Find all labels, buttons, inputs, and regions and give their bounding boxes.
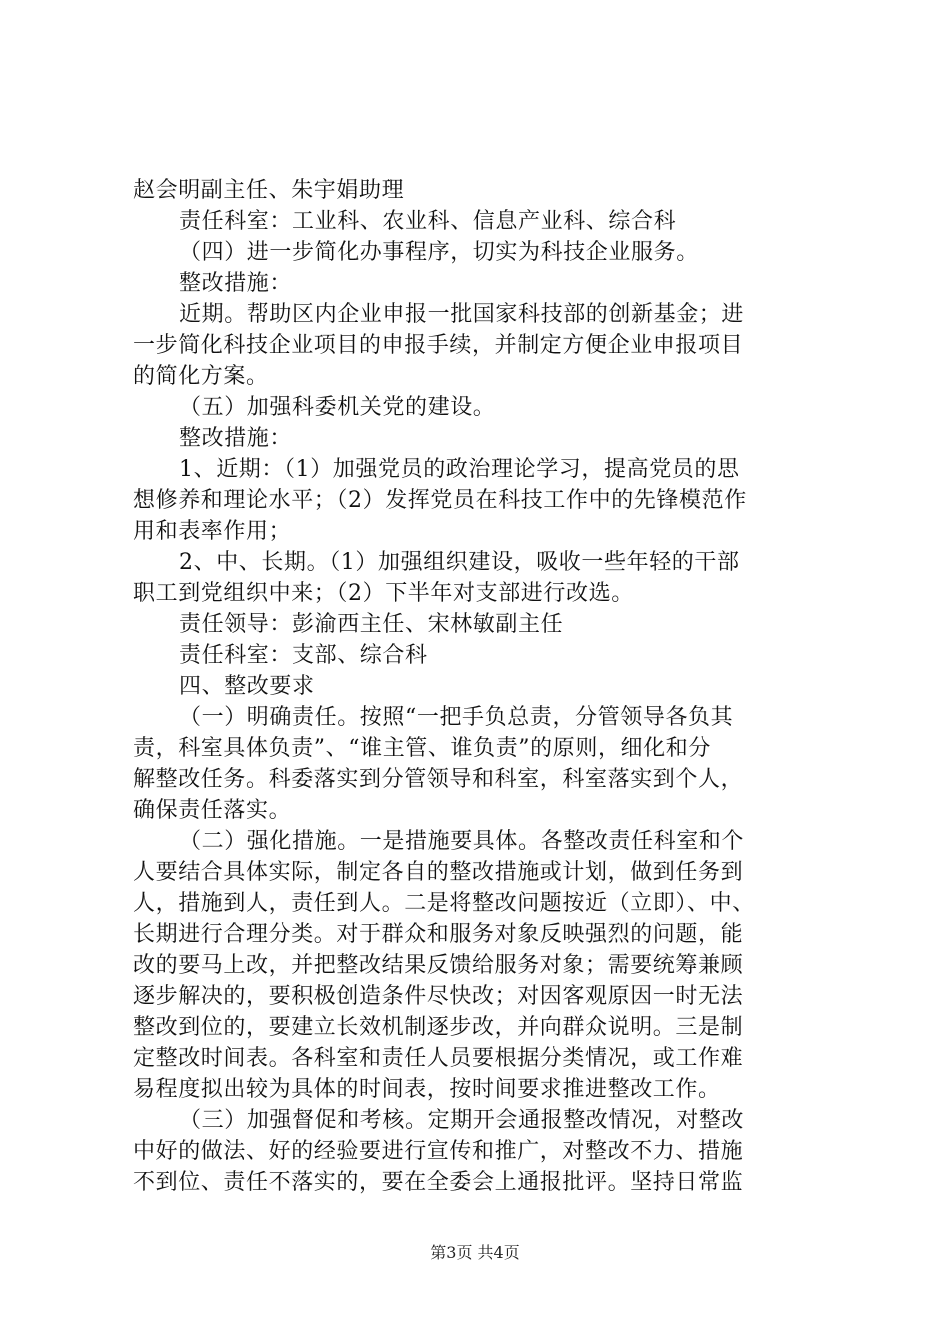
- document-line: 整改到位的，要建立长效机制逐步改，并向群众说明。三是制: [133, 1015, 744, 1040]
- document-line: 人，措施到人，责任到人。二是将整改问题按近（立即）、中、: [133, 891, 755, 916]
- document-line: 一步简化科技企业项目的申报手续，并制定方便企业申报项目: [133, 333, 744, 358]
- document-line: （四）进一步简化办事程序，切实为科技企业服务。: [179, 240, 699, 265]
- document-line: 不到位、责任不落实的，要在全委会上通报批评。坚持日常监: [133, 1170, 744, 1195]
- document-line: （五）加强科委机关党的建设。: [179, 395, 496, 420]
- document-line: 长期进行合理分类。对于群众和服务对象反映强烈的问题，能: [133, 922, 744, 947]
- document-line: 责任科室：支部、综合科: [179, 643, 428, 668]
- document-line: 四、整改要求: [179, 674, 315, 699]
- document-line: 的简化方案。: [133, 364, 269, 389]
- document-line: 职工到党组织中来；（2）下半年对支部进行改选。: [133, 581, 634, 606]
- document-line: 整改措施：: [179, 271, 293, 296]
- page-footer: 第3页 共4页: [430, 1243, 520, 1262]
- document-line: 用和表率作用；: [133, 519, 292, 544]
- document-line: 想修养和理论水平；（2）发挥党员在科技工作中的先锋模范作: [133, 488, 747, 513]
- document-body: [133, 175, 833, 1198]
- document-line: 中好的做法、好的经验要进行宣传和推广，对整改不力、措施: [133, 1139, 744, 1164]
- document-line: 责任科室：工业科、农业科、信息产业科、综合科: [179, 209, 677, 234]
- document-line: （一）明确责任。按照“一把手负总责，分管领导各负其: [179, 705, 734, 730]
- document-line: （三）加强督促和考核。定期开会通报整改情况，对整改: [179, 1108, 745, 1133]
- document-line: 1、近期：（1）加强党员的政治理论学习，提高党员的思: [179, 457, 740, 482]
- document-line: 确保责任落实。: [133, 798, 292, 823]
- document-line: 责任领导：彭渝西主任、宋林敏副主任: [179, 612, 564, 637]
- document-line: 整改措施：: [179, 426, 293, 451]
- document-line: 人要结合具体实际，制定各自的整改措施或计划，做到任务到: [133, 860, 744, 885]
- document-line: （二）强化措施。一是措施要具体。各整改责任科室和个: [179, 829, 745, 854]
- document-line: 近期。帮助区内企业申报一批国家科技部的创新基金；进: [179, 302, 745, 327]
- document-line: 2、中、长期。（1）加强组织建设，吸收一些年轻的干部: [179, 550, 740, 575]
- document-line: 解整改任务。科委落实到分管领导和科室，科室落实到个人，: [133, 767, 744, 792]
- document-line: 责，科室具体负责”、“谁主管、谁负责”的原则，细化和分: [133, 736, 711, 761]
- document-line: 赵会明副主任、朱宇娟助理: [133, 178, 405, 203]
- document-line: 定整改时间表。各科室和责任人员要根据分类情况，或工作难: [133, 1046, 744, 1071]
- document-line: 易程度拟出较为具体的时间表，按时间要求推进整改工作。: [133, 1077, 721, 1102]
- document-line: 逐步解决的，要积极创造条件尽快改；对因客观原因一时无法: [133, 984, 744, 1009]
- document-line: 改的要马上改，并把整改结果反馈给服务对象；需要统筹兼顾: [133, 953, 744, 978]
